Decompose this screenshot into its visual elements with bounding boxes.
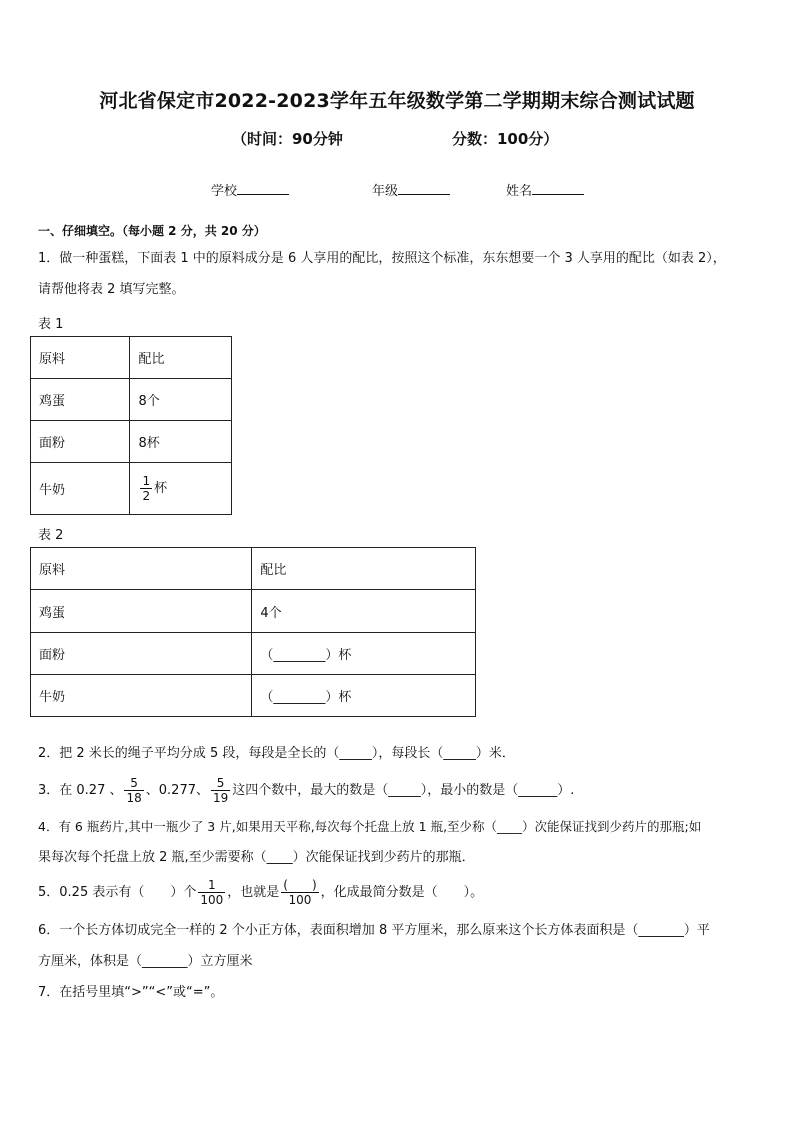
table-row xyxy=(31,379,232,421)
question-6-line-1: 6．一个长方体切成完全一样的 2 个小正方体，表面积增加 8 平方厘米，那么原来这个长方体表面积是（_______）平 xyxy=(38,923,710,938)
school-label: 学校 xyxy=(211,184,238,199)
fraction xyxy=(124,776,143,805)
grade-field xyxy=(372,180,450,199)
question-2: 2．把 2 米长的绳子平均分成 5 段，每段是全长的（_____），每段长（_____）米． xyxy=(38,746,515,761)
table-cell: （________）杯 xyxy=(252,633,476,675)
name-field xyxy=(506,180,584,199)
table-cell: 配比 xyxy=(252,548,476,590)
table-row xyxy=(31,463,232,515)
fraction-denominator: 2 xyxy=(142,489,151,503)
table-cell: 4个 xyxy=(252,590,476,633)
fraction-denominator: 19 xyxy=(212,791,229,805)
question-7: 7．在括号里填“>”“<”或“=”。 xyxy=(38,985,224,1000)
table-cell: 牛奶 xyxy=(31,463,130,515)
grade-blank xyxy=(398,182,450,195)
fraction xyxy=(140,474,152,503)
question-1-line-2: 请帮他将表 2 填写完整。 xyxy=(38,282,185,297)
table-cell: 面粉 xyxy=(31,633,252,675)
fraction-denominator: 18 xyxy=(126,791,142,805)
table-cell: 配比 xyxy=(130,337,232,379)
fraction-denominator: 100 xyxy=(288,893,312,907)
fraction-numerator: 1 xyxy=(142,474,151,488)
fraction xyxy=(198,878,225,907)
school-blank xyxy=(237,182,289,195)
unit: 杯 xyxy=(154,481,168,496)
table-cell: （________）杯 xyxy=(252,675,476,717)
question-5-part: 5．0.25 表示有（ ）个 xyxy=(38,885,197,900)
table-2-label: 表 2 xyxy=(38,528,64,543)
table-2 xyxy=(30,547,476,717)
fraction-denominator: 100 xyxy=(200,893,224,907)
fraction-numerator: ( ) xyxy=(283,878,317,892)
time-label: （时间：90分钟 xyxy=(232,130,343,148)
exam-meta xyxy=(232,128,559,149)
question-3-part: 这四个数中，最大的数是（_____），最小的数是（______）. xyxy=(232,783,575,798)
name-blank xyxy=(532,182,584,195)
question-3-part: 3．在 0.27 、 xyxy=(38,783,123,798)
table-row xyxy=(31,337,232,379)
table-cell: 面粉 xyxy=(31,421,130,463)
question-5-part: ，化成最简分数是（ ）。 xyxy=(320,885,484,900)
question-6-line-2: 方厘米，体积是（_______）立方厘米 xyxy=(38,954,253,969)
table-row xyxy=(31,590,476,633)
fraction xyxy=(211,776,230,805)
grade-label: 年级 xyxy=(372,184,399,199)
score-label: 分数：100分） xyxy=(452,130,559,148)
fraction-numerator: 5 xyxy=(124,776,143,791)
table-row xyxy=(31,675,476,717)
table-cell: 原料 xyxy=(31,548,252,590)
page-title: 河北省保定市2022-2023学年五年级数学第二学期期末综合测试试题 xyxy=(99,90,695,112)
table-row xyxy=(31,548,476,590)
table-cell xyxy=(130,463,232,515)
question-1-line-1: 1．做一种蛋糕，下面表 1 中的原料成分是 6 人享用的配比，按照这个标准，东东想要一个 3 人享用的配比（如表 2）， xyxy=(38,251,726,266)
fraction-numerator: 5 xyxy=(211,776,230,791)
table-1-label: 表 1 xyxy=(38,317,64,332)
table-cell: 鸡蛋 xyxy=(31,590,252,633)
table-1 xyxy=(30,336,232,515)
table-row xyxy=(31,633,476,675)
table-row xyxy=(31,421,232,463)
fraction xyxy=(281,878,318,907)
table-cell: 8杯 xyxy=(130,421,232,463)
question-3-part: 、0.277、 xyxy=(145,783,209,798)
question-4-line-1: 4．有 6 瓶药片,其中一瓶少了 3 片,如果用天平称,每次每个托盘上放 1 瓶,至少称（____）次能保证找到少药片的那瓶;如 xyxy=(38,819,702,834)
school-field xyxy=(211,180,289,199)
question-4-line-2: 果每次每个托盘上放 2 瓶,至少需要称（____）次能保证找到少药片的那瓶． xyxy=(38,850,475,865)
table-cell: 8个 xyxy=(130,379,232,421)
table-cell: 原料 xyxy=(31,337,130,379)
question-3 xyxy=(38,776,574,805)
question-5 xyxy=(38,878,483,908)
section-heading: 一、仔细填空。（每小题 2 分，共 20 分） xyxy=(38,224,266,238)
question-5-part: ，也就是 xyxy=(227,885,280,900)
table-cell: 牛奶 xyxy=(31,675,252,717)
name-label: 姓名 xyxy=(506,184,533,199)
fraction-numerator: 1 xyxy=(198,878,225,893)
table-cell: 鸡蛋 xyxy=(31,379,130,421)
